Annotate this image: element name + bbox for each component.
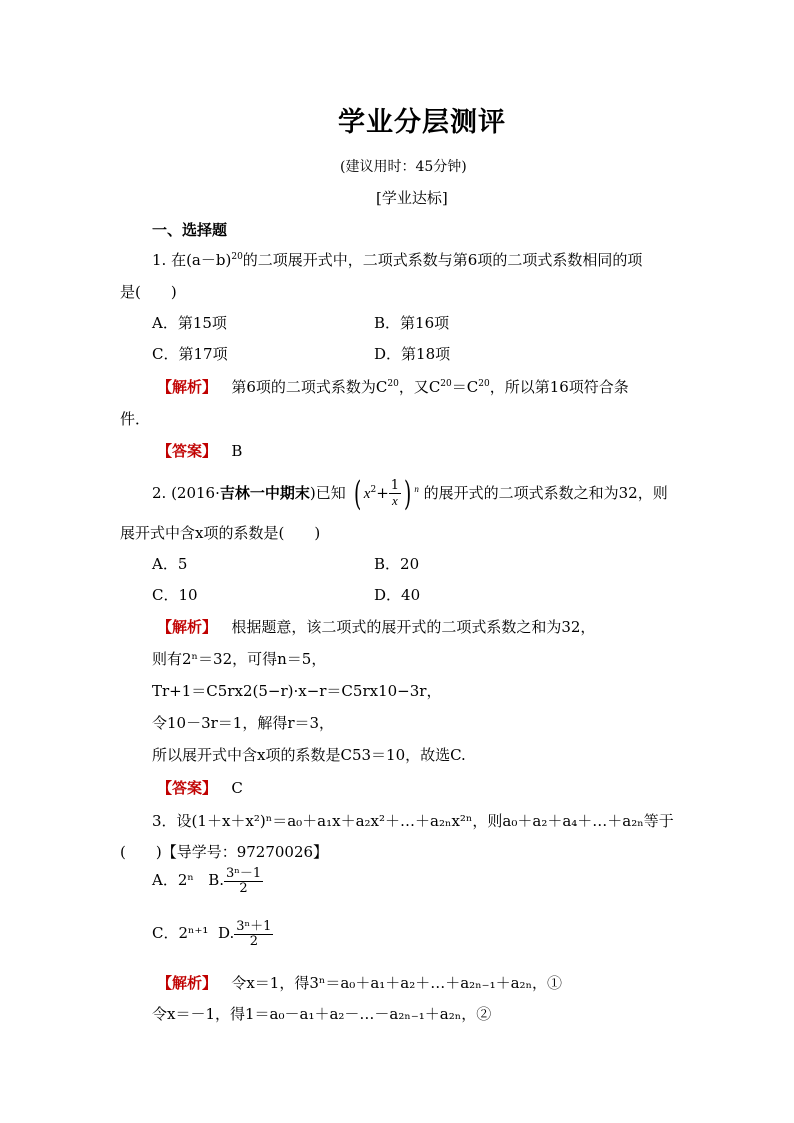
analysis-tag: 【解析】	[157, 618, 218, 636]
section-heading: 一、选择题	[152, 221, 228, 239]
q1-option-a: A．第15项	[152, 314, 227, 332]
q2-analysis-line3: Tr+1＝C5rx2(5−r)·x−r＝C5rx10−3r，	[152, 682, 442, 700]
q2-analysis-line5: 所以展开式中含x项的系数是C53＝10，故选C.	[152, 746, 466, 764]
q3-stem-line2: ( )【导学号：97270026】	[120, 843, 329, 861]
q2-analysis-line4: 令10－3r＝1，解得r＝3，	[152, 714, 335, 732]
q2-analysis: 【解析】 根据题意，该二项式的展开式的二项式系数之和为32，	[157, 618, 596, 636]
q3-options-ab	[152, 867, 263, 895]
q1-answer: 【答案】 B	[157, 442, 243, 460]
q3-option-b: B.	[208, 871, 224, 890]
answer-tag: 【答案】	[157, 779, 218, 797]
q1-option-c: C．第17项	[152, 345, 228, 363]
q3-option-a: A．2ⁿ	[152, 871, 194, 890]
q2-option-c: C．10	[152, 586, 198, 604]
q2-answer: 【答案】 C	[157, 779, 243, 797]
q2-analysis-line2: 则有2ⁿ＝32，可得n＝5，	[152, 650, 327, 668]
q1-option-b: B．第16项	[374, 314, 450, 332]
q1-stem-line1: 1. 在$(a-b)^{20}$的二项展开式中，二项式系数与第6项的二项式系数相同的项	[152, 251, 643, 269]
q2-stem-line2: 展开式中含x项的系数是( )	[120, 524, 321, 542]
analysis-tag: 【解析】	[157, 974, 218, 992]
q3-option-b-fraction: $\frac{\text{3ⁿ－1}}{2}$	[225, 866, 262, 896]
level-label: [学业达标]	[376, 189, 448, 207]
q3-option-c: C．2ⁿ⁺¹	[152, 924, 209, 943]
q1-analysis: 【解析】 第6项的二项式系数为$C^{20}$，又$C^{20}=C^{20}$，所以第16项符合条	[157, 378, 629, 396]
answer-tag: 【答案】	[157, 442, 218, 460]
q3-option-d-fraction: $\frac{\text{3ⁿ＋1}}{2}$	[236, 919, 272, 949]
q3-analysis: 【解析】 令x＝1，得3ⁿ＝a₀＋a₁＋a₂＋…＋a₂ₙ₋₁＋a₂ₙ，①	[157, 974, 563, 992]
q3-option-d: D.	[218, 924, 235, 943]
q2-binomial-formula: ( $x^2+$ $\frac{1}{x}$ ) $^n$	[353, 474, 419, 514]
q3-options-cd	[152, 920, 273, 948]
q1-analysis-cont: 件．	[120, 410, 151, 428]
q3-stem-line1: 3．设(1＋x＋x²)ⁿ＝a₀＋a₁x＋a₂x²＋…＋a₂ₙx²ⁿ，则a₀＋a₂＋a₄＋…＋a₂ₙ等于	[152, 812, 674, 830]
time-hint: (建议用时：45分钟)	[340, 159, 467, 175]
q2-option-d: D．40	[374, 586, 421, 604]
q2-stem-line1: 2. (2016·吉林一中期末)已知 ( $x^2+$ $\frac{1}{x}$ ) $^n$ 的展开式的二项式系数之和为32，则	[152, 474, 668, 514]
analysis-tag: 【解析】	[157, 378, 218, 396]
q2-option-a: A．5	[152, 555, 188, 573]
page-title: 学业分层测评	[338, 107, 506, 138]
q1-option-d: D．第18项	[374, 345, 451, 363]
q3-analysis-line2: 令x＝－1，得1＝a₀－a₁＋a₂－…－a₂ₙ₋₁＋a₂ₙ，②	[152, 1005, 492, 1023]
q2-option-b: B．20	[374, 555, 420, 573]
q1-stem-line2: 是( )	[120, 283, 177, 301]
